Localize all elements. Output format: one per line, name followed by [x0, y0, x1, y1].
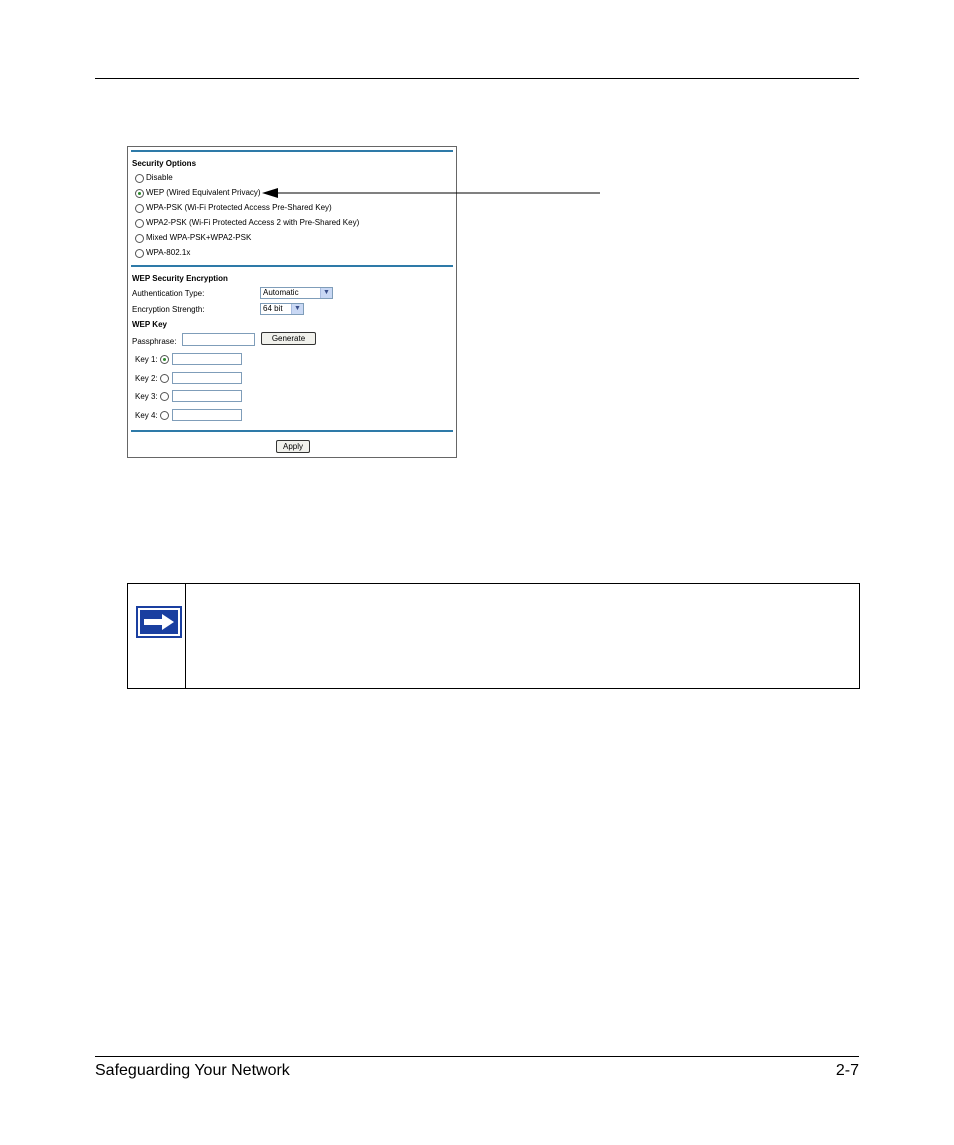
- generate-button[interactable]: Generate: [261, 332, 316, 345]
- key4-label: Key 4:: [135, 411, 158, 420]
- callout-arrow: [0, 0, 954, 400]
- auth-type-label: Authentication Type:: [132, 289, 205, 298]
- option-label-wpa-psk: WPA-PSK (Wi-Fi Protected Access Pre-Shared Key): [146, 203, 332, 212]
- option-label-mixed: Mixed WPA-PSK+WPA2-PSK: [146, 233, 252, 242]
- key2-label: Key 2:: [135, 374, 158, 383]
- note-box: [127, 583, 860, 689]
- chevron-down-icon: ▼: [291, 304, 303, 314]
- encryption-heading: WEP Security Encryption: [132, 274, 228, 283]
- option-label-wpa2-psk: WPA2-PSK (Wi-Fi Protected Access 2 with Pre-Shared Key): [146, 218, 360, 227]
- strength-label: Encryption Strength:: [132, 305, 205, 314]
- note-arrow-icon: [136, 606, 182, 638]
- option-label-wep: WEP (Wired Equivalent Privacy): [146, 188, 261, 197]
- footer-rule: [95, 1056, 859, 1057]
- panel-bottom-rule: [131, 430, 453, 432]
- key1-label: Key 1:: [135, 355, 158, 364]
- key3-label: Key 3:: [135, 392, 158, 401]
- page-number: 2-7: [835, 1062, 859, 1079]
- option-label-disable: Disable: [146, 173, 173, 182]
- auth-type-value: Automatic: [263, 288, 299, 297]
- wep-key-heading: WEP Key: [132, 320, 167, 329]
- chevron-down-icon: ▼: [320, 288, 332, 298]
- apply-button[interactable]: Apply: [276, 440, 310, 453]
- option-label-wpa-8021x: WPA-802.1x: [146, 248, 191, 257]
- key4-input[interactable]: [172, 409, 242, 421]
- passphrase-label: Passphrase:: [132, 337, 177, 346]
- strength-value: 64 bit: [263, 304, 283, 313]
- security-options-heading: Security Options: [132, 159, 197, 168]
- note-divider: [185, 584, 186, 688]
- footer-title: Safeguarding Your Network: [95, 1062, 290, 1079]
- key4-radio[interactable]: [160, 411, 169, 420]
